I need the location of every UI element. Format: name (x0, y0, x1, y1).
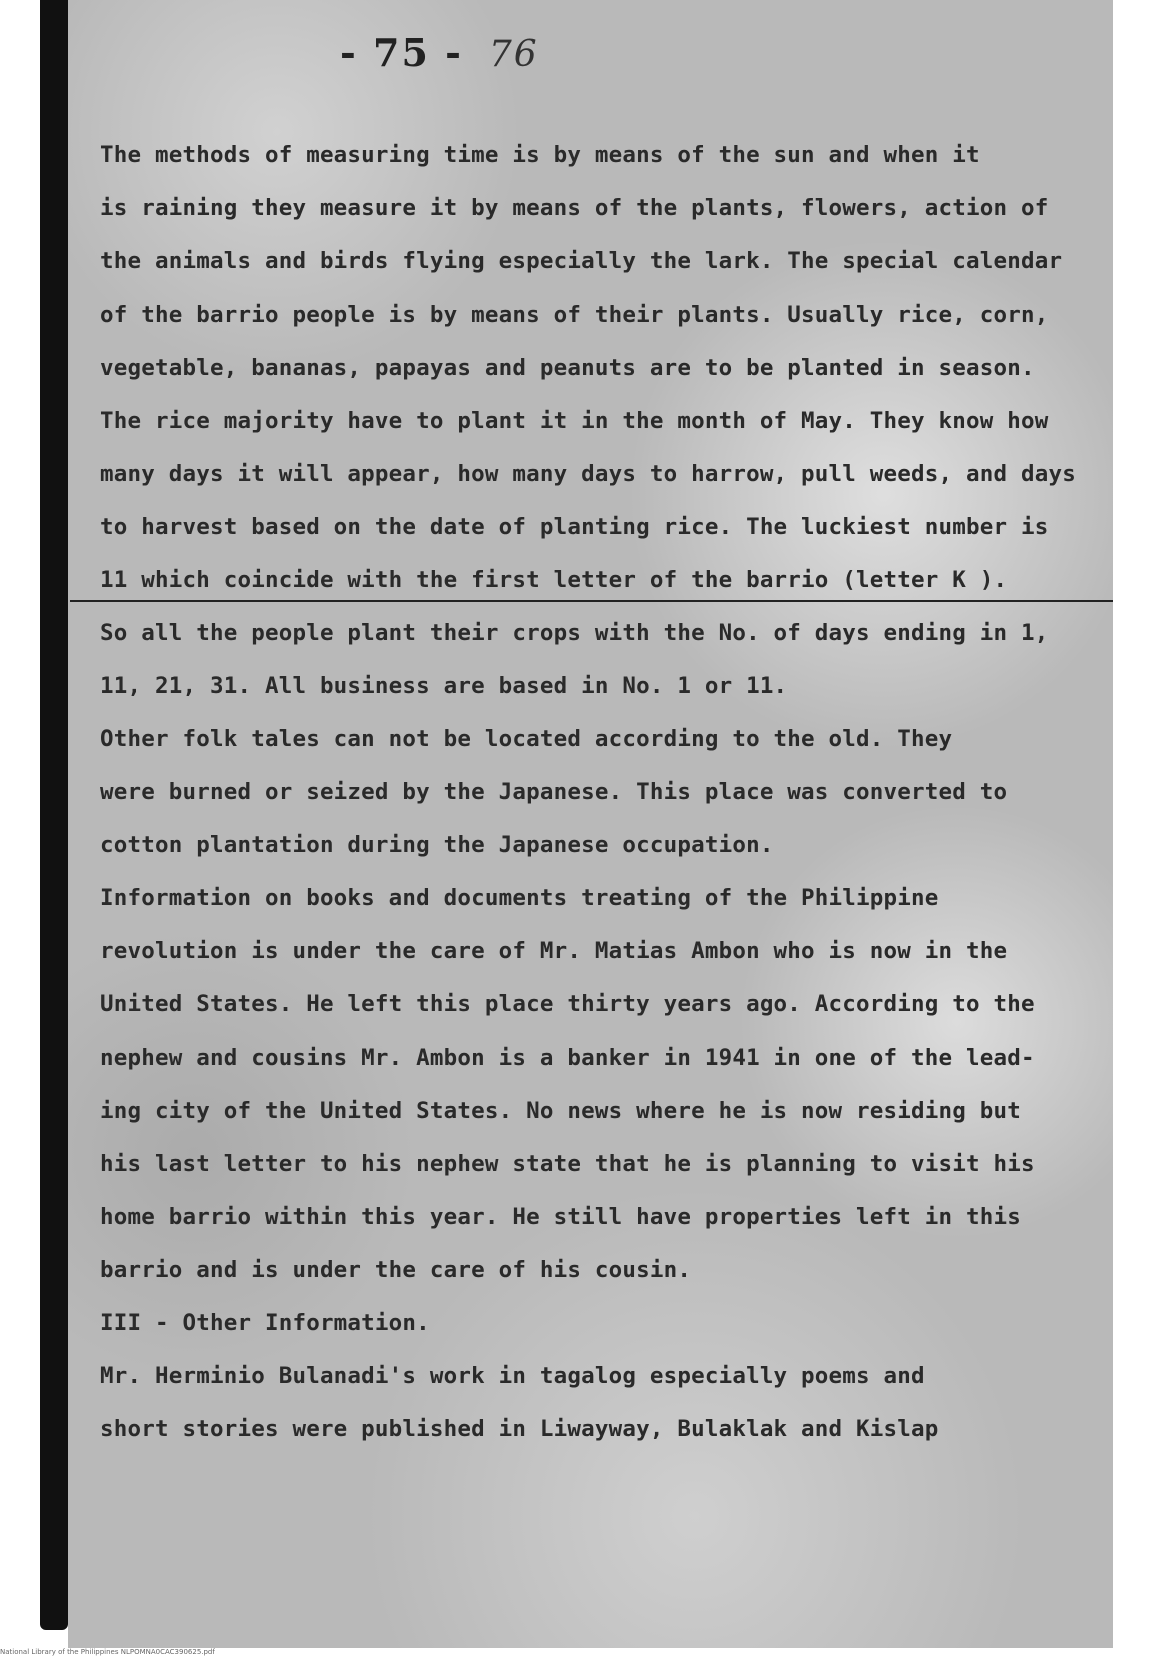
text-line: were burned or seized by the Japanese. This place was converted to (100, 779, 1008, 805)
text-line: ing city of the United States. No news where he is now residing but (100, 1098, 1021, 1124)
text-line: Information on books and documents treating of the Philippine (100, 885, 939, 911)
scan-binding-edge (40, 0, 68, 1630)
horizontal-rule (70, 600, 1113, 602)
text-line: Mr. Herminio Bulanadi's work in tagalog especially poems and (100, 1363, 925, 1389)
text-line: of the barrio people is by means of their plants. Usually rice, corn, (100, 302, 1049, 328)
text-line: is raining they measure it by means of the plants, flowers, action of (100, 195, 1049, 221)
text-line: vegetable, bananas, papayas and peanuts are to be planted in season. (100, 355, 1035, 381)
text-line: short stories were published in Liwayway, Bulaklak and Kislap (100, 1416, 939, 1442)
text-line: Other folk tales can not be located according to the old. They (100, 726, 953, 752)
text-line: So all the people plant their crops with the No. of days ending in 1, (100, 620, 1049, 646)
text-line: his last letter to his nephew state that he is planning to visit his (100, 1151, 1035, 1177)
text-line: many days it will appear, how many days to harrow, pull weeds, and days (100, 461, 1076, 487)
text-line: cotton plantation during the Japanese occupation. (100, 832, 774, 858)
text-line: home barrio within this year. He still have properties left in this (100, 1204, 1021, 1230)
page-number (340, 30, 539, 75)
text-line: to harvest based on the date of planting rice. The luckiest number is (100, 514, 1049, 540)
text-line: the animals and birds flying especially the lark. The special calendar (100, 248, 1063, 274)
text-line: The rice majority have to plant it in the month of May. They know how (100, 408, 1049, 434)
text-line: barrio and is under the care of his cousin. (100, 1257, 692, 1283)
text-line: 11, 21, 31. All business are based in No. 1 or 11. (100, 673, 788, 699)
page-number-handwritten: 76 (488, 34, 539, 75)
page-number-typed: - 75 - (340, 30, 463, 75)
text-line: United States. He left this place thirty years ago. According to the (100, 991, 1035, 1017)
text-line: nephew and cousins Mr. Ambon is a banker in 1941 in one of the lead- (100, 1045, 1035, 1071)
text-line: The methods of measuring time is by means of the sun and when it (100, 142, 980, 168)
text-line: revolution is under the care of Mr. Matias Ambon who is now in the (100, 938, 1008, 964)
section-heading: III - Other Information. (100, 1310, 430, 1336)
text-line: 11 which coincide with the first letter of the barrio (letter K ). (100, 567, 1008, 593)
scan-footer: National Library of the Philippines NLPOMNA0CAC390625.pdf (0, 1648, 215, 1656)
